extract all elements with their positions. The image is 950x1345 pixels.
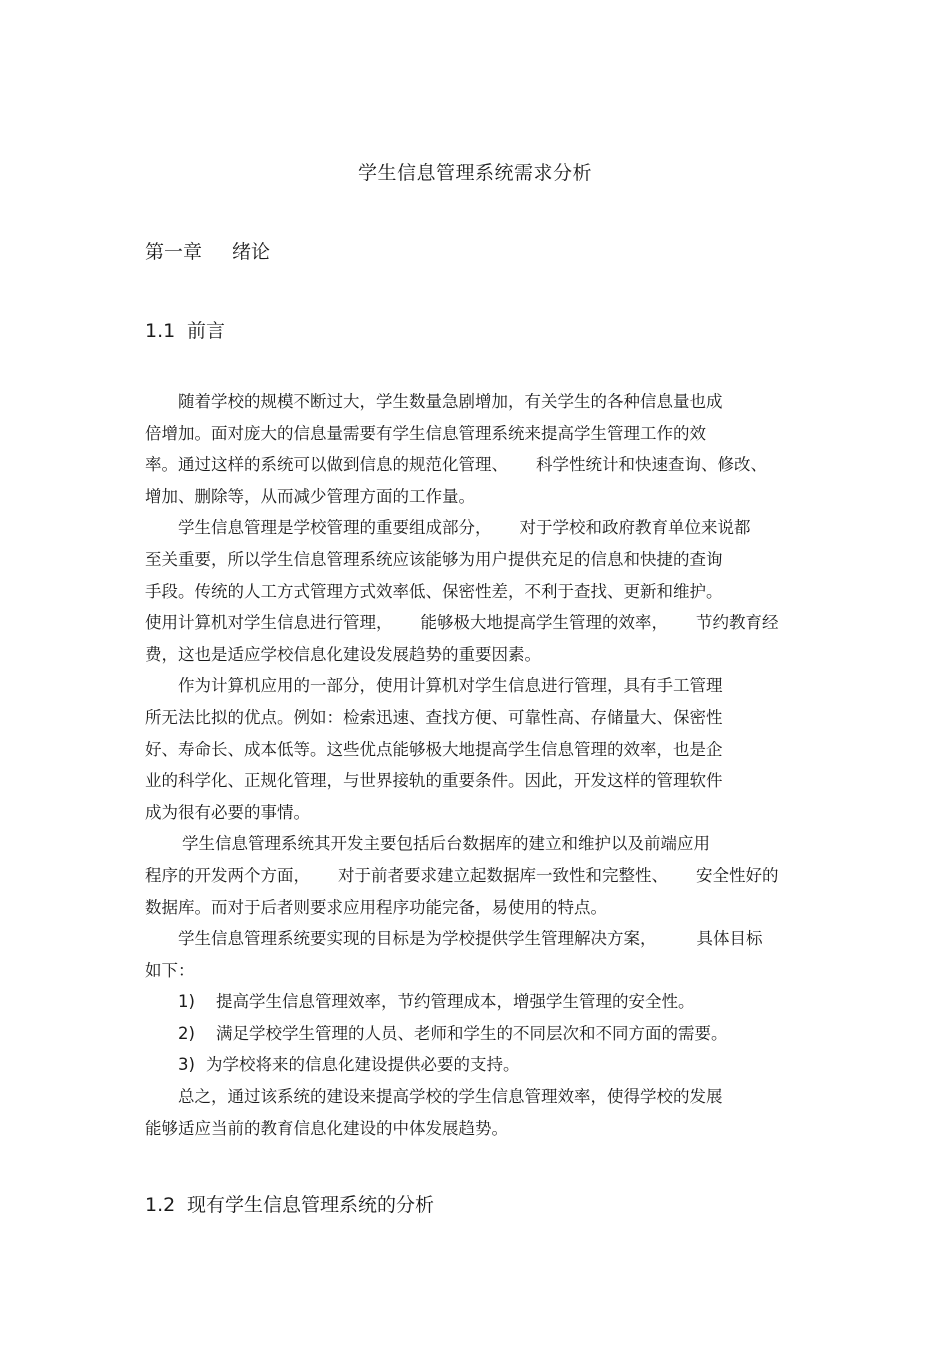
paragraph-line: 作为计算机应用的一部分，使用计算机对学生信息进行管理，具有手工管理 — [178, 676, 723, 696]
paragraph-line: 所无法比拟的优点。例如：检索迅速、查找方便、可靠性高、存储量大、保密性 — [145, 707, 723, 727]
paragraph-line: 至关重要，所以学生信息管理系统应该能够为用户提供充足的信息和快捷的查询 — [145, 549, 723, 569]
list-text: 为学校将来的信息化建设提供必要的支持。 — [206, 1055, 520, 1075]
section-title: 前言 — [187, 320, 226, 342]
text-run: 程序的开发两个方面， — [145, 865, 310, 885]
paragraph-line — [145, 923, 810, 955]
paragraph-line — [145, 512, 810, 544]
paragraph-line: 随着学校的规模不断过大，学生数量急剧增加，有关学生的各种信息量也成 — [178, 392, 723, 411]
text-run: 对于学校和政府教育单位来说都 — [519, 518, 751, 538]
chapter-heading — [145, 237, 270, 264]
document-title: 学生信息管理系统需求分析 — [357, 162, 592, 184]
text-run: 能够极大地提高学生管理的效率， — [420, 613, 668, 633]
list-text: 满足学校学生管理的人员、老师和学生的不同层次和不同方面的需要。 — [216, 1023, 728, 1043]
section-heading-1-2 — [145, 1190, 434, 1217]
list-item — [145, 1018, 810, 1050]
text-run: 学生信息管理系统要实现的目标是为学校提供学生管理解决方案， — [178, 929, 657, 949]
text-run: 学生信息管理是学校管理的重要组成部分， — [178, 518, 492, 538]
section-body — [145, 386, 810, 1144]
section-number: 1.2 — [145, 1194, 176, 1216]
text-run: 节约教育经 — [696, 613, 779, 633]
paragraph-line: 手段。传统的人工方式管理方式效率低、保密性差，不利于查找、更新和维护。 — [145, 581, 723, 601]
paragraph-line — [145, 860, 810, 892]
paragraph-line: 数据库。而对于后者则要求应用程序功能完备，易使用的特点。 — [145, 897, 607, 917]
paragraph-line: 倍增加。面对庞大的信息量需要有学生信息管理系统来提高学生管理工作的效 — [145, 423, 706, 443]
text-run: 使用计算机对学生信息进行管理， — [145, 613, 393, 633]
section-title: 现有学生信息管理系统的分析 — [187, 1194, 435, 1216]
paragraph-line: 能够适应当前的教育信息化建设的中体发展趋势。 — [145, 1118, 508, 1138]
list-number: 3) — [178, 1055, 195, 1075]
paragraph-line: 成为很有必要的事情。 — [145, 802, 310, 822]
paragraph-line: 业的科学化、正规化管理，与世界接轨的重要条件。因此，开发这样的管理软件 — [145, 771, 723, 791]
paragraph-line: 学生信息管理系统其开发主要包括后台数据库的建立和维护以及前端应用 — [182, 834, 710, 854]
paragraph-line — [145, 607, 810, 639]
paragraph-line — [145, 449, 810, 481]
chapter-label: 第一章 — [145, 241, 203, 263]
paragraph-line: 如下： — [145, 960, 195, 980]
list-number: 1) — [178, 992, 195, 1012]
chapter-title: 绪论 — [232, 241, 271, 263]
list-text: 提高学生信息管理效率，节约管理成本，增强学生管理的安全性。 — [216, 992, 695, 1012]
paragraph-line: 总之，通过该系统的建设来提高学校的学生信息管理效率，使得学校的发展 — [178, 1087, 723, 1107]
text-run: 率。通过这样的系统可以做到信息的规范化管理、 — [145, 455, 508, 475]
section-heading-1-1 — [145, 316, 225, 343]
text-run: 安全性好的 — [696, 865, 779, 885]
list-item — [145, 1049, 810, 1081]
paragraph-line: 增加、删除等，从而减少管理方面的工作量。 — [145, 486, 475, 506]
list-number: 2) — [178, 1023, 195, 1043]
paragraph-line: 费，这也是适应学校信息化建设发展趋势的重要因素。 — [145, 644, 541, 664]
paragraph-line: 好、寿命长、成本低等。这些优点能够极大地提高学生信息管理的效率，也是企 — [145, 739, 723, 759]
text-run: 具体目标 — [696, 929, 763, 949]
list-item — [145, 986, 810, 1018]
text-run: 科学性统计和快速查询、修改、 — [536, 455, 767, 475]
text-run: 对于前者要求建立起数据库一致性和完整性、 — [338, 865, 668, 885]
section-number: 1.1 — [145, 320, 176, 342]
